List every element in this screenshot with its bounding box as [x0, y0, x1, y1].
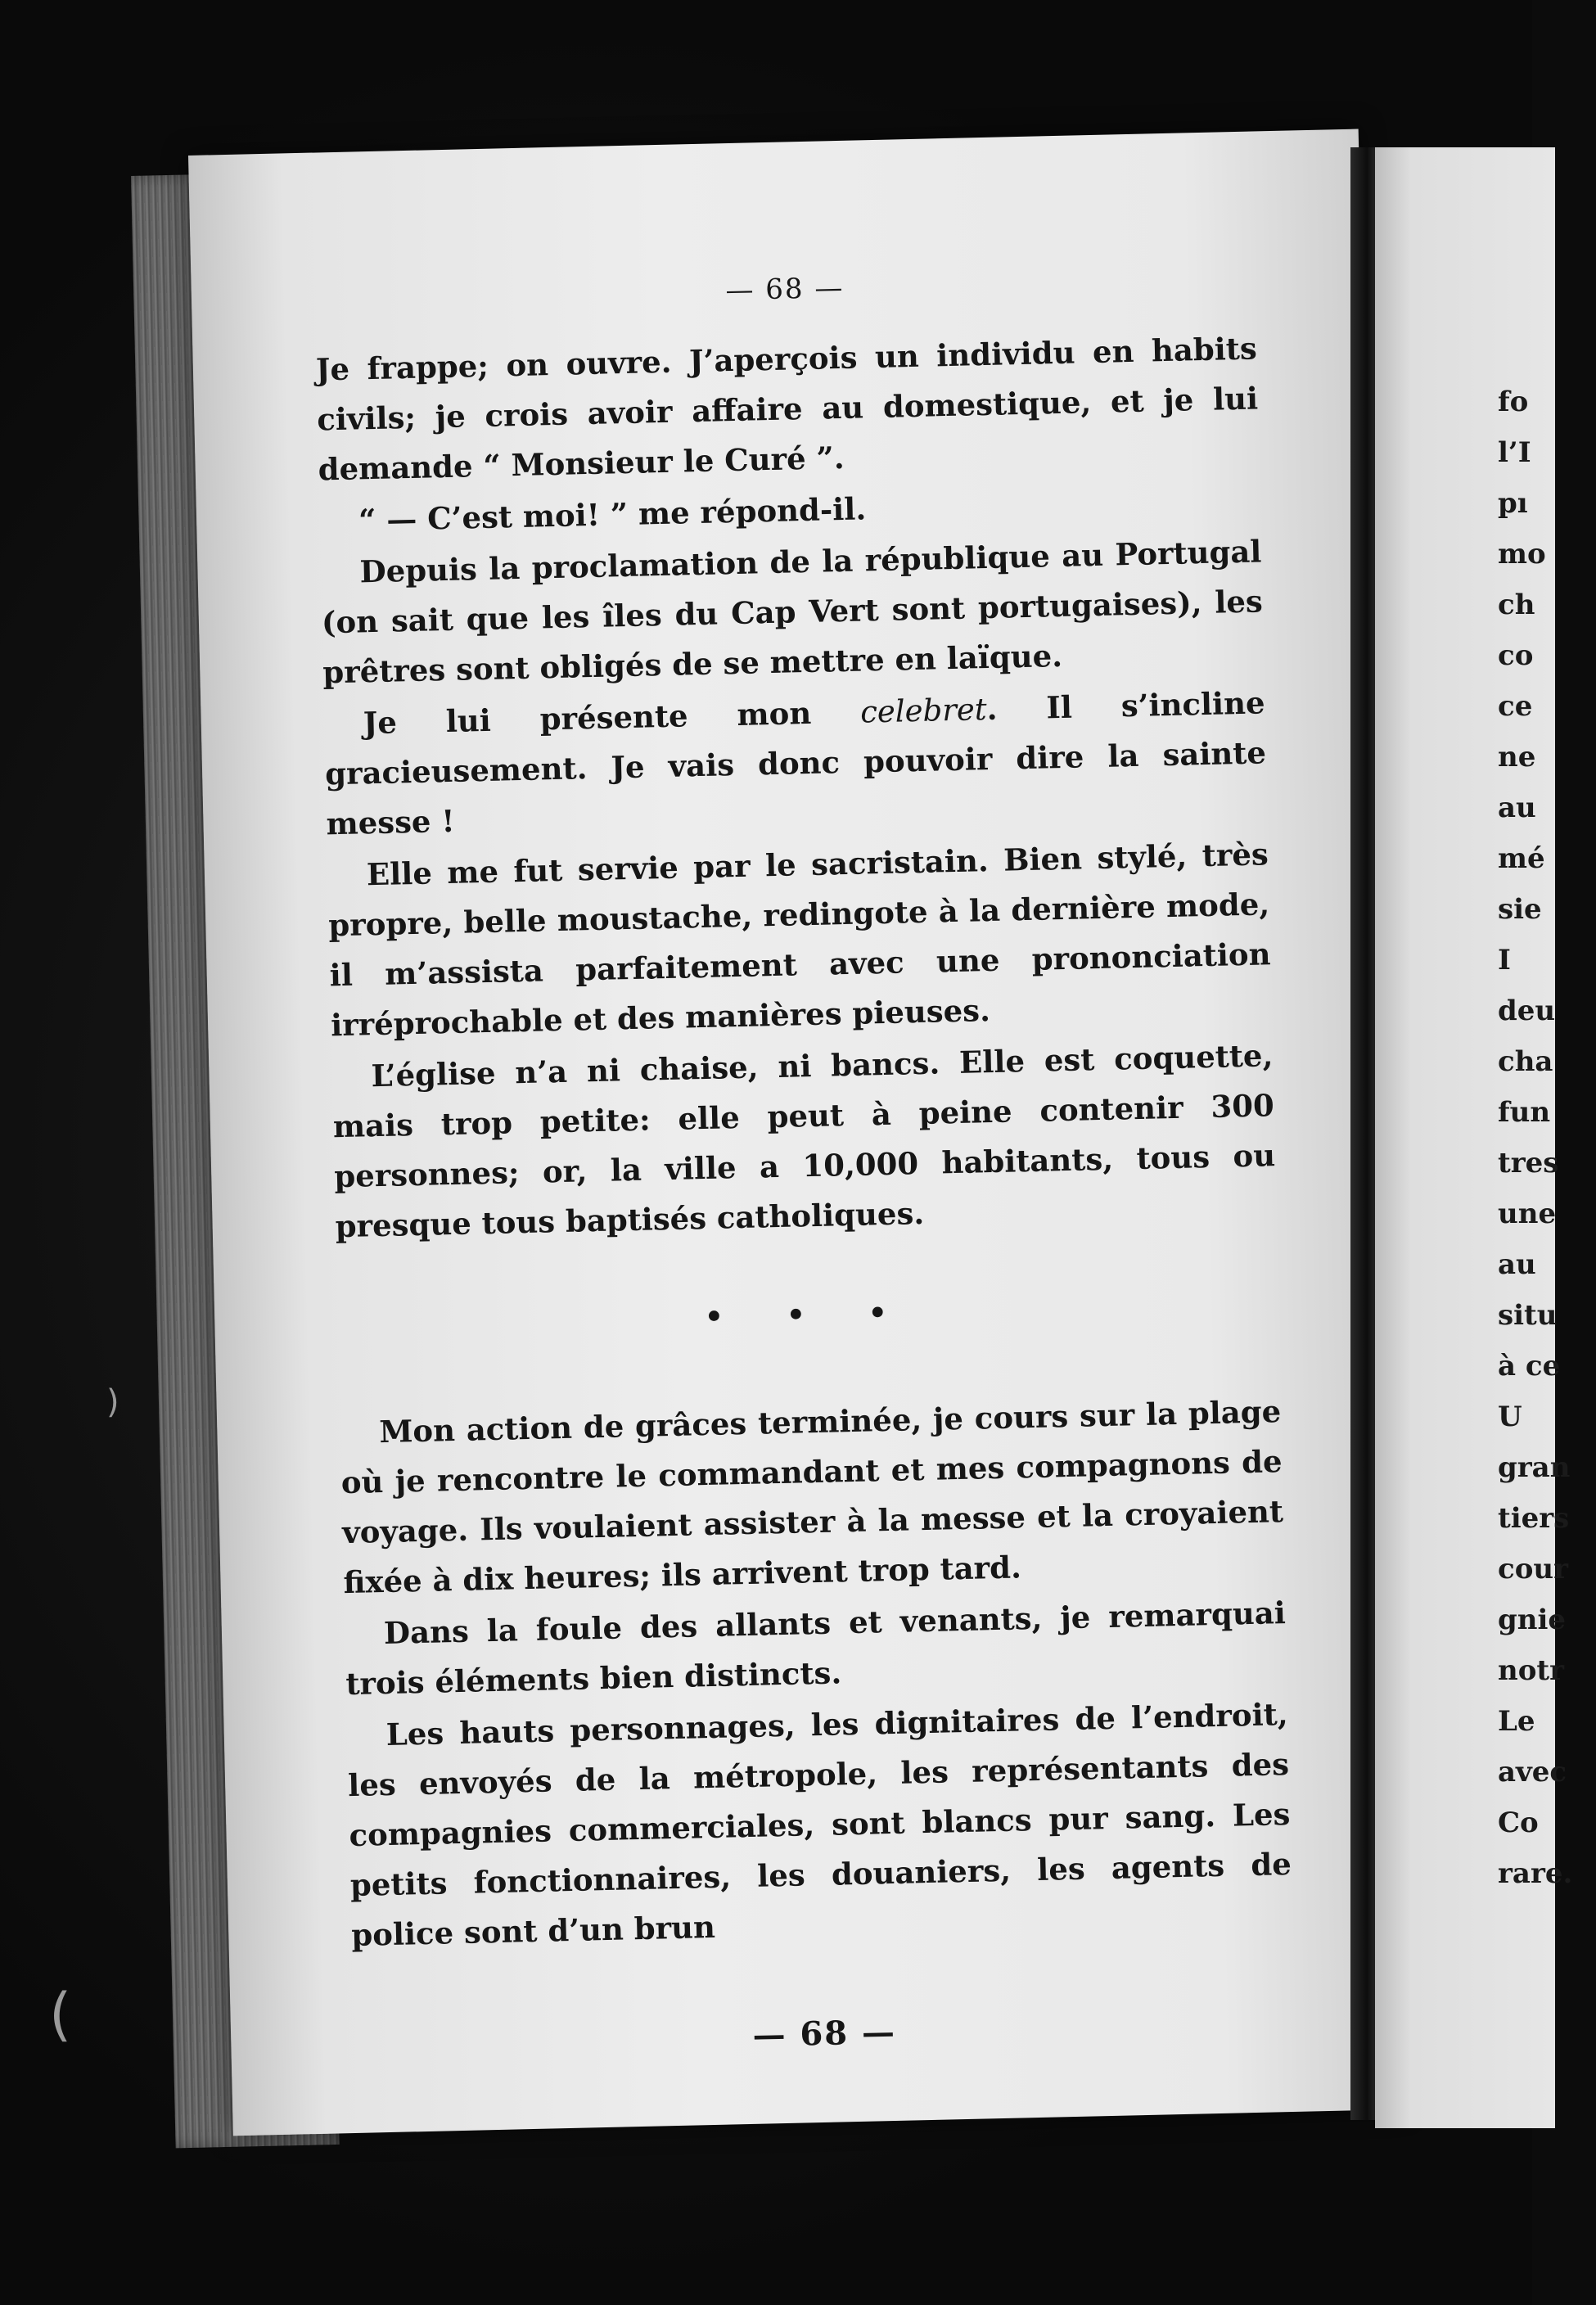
paragraph-celebret: [323, 678, 1268, 849]
paragraph-foule: Dans la foule des allants et venants, je remarquai trois éléments bien distincts.: [345, 1595, 1287, 1703]
paragraph-actions-graces: Mon action de grâces terminée, je cours sur la plage où je rencontre le commandant et mes compagnons de voyage. Ils voulaient assister à la messe et la croyaient fixée à dix heures; ils arrivent trop tard.: [340, 1393, 1284, 1601]
celebret-after: . Il s’incline gracieusement. Je vais donc pouvoir dire la sainte messe !: [324, 684, 1267, 842]
page-number-bottom: — 68 —: [751, 2012, 897, 2055]
right-page-fragment: pı: [1498, 487, 1528, 520]
right-page-fragment: gran: [1498, 1451, 1571, 1484]
right-page-fragment: avec: [1498, 1756, 1567, 1789]
section-separator: • • •: [702, 1292, 913, 1339]
paragraph-knock: Je frappe; on ouvre. J’aperçois un individu en habits civils; je crois avoir affaire au domestique, et je lui demande “ Monsieur le Curé ”.: [315, 330, 1259, 488]
right-page-fragment: mo: [1498, 538, 1546, 571]
right-page-fragment: rare.: [1498, 1857, 1573, 1890]
page-number-top: — 68 —: [725, 271, 845, 308]
right-page-fragment: une: [1498, 1198, 1557, 1230]
right-page-fragment: situ: [1498, 1299, 1558, 1332]
right-page-fragment: l’I: [1498, 436, 1531, 469]
right-page-fragment: cour: [1498, 1553, 1569, 1586]
right-page-fragment: fun: [1498, 1096, 1551, 1129]
scratch-mark: ): [106, 1383, 119, 1421]
scratch-mark: (: [49, 1981, 72, 2048]
right-page-fragment: fo: [1498, 386, 1529, 418]
paragraph-sacristain: Elle me fut servie par le sacristain. Bien stylé, très propre, belle moustache, redingote à la dernière mode, il m’assista parfaitement avec une prononciation irréprochable et des manières pieuses.: [327, 836, 1271, 1044]
right-page-fragment: Le: [1498, 1705, 1535, 1738]
right-page-fragment: co: [1498, 639, 1534, 672]
paragraph-republic: Depuis la proclamation de la république au Portugal (on sait que les îles du Cap Vert sont portugaises), les prêtres sont obligés de se mettre en laïque.: [321, 533, 1264, 691]
right-page-fragment: tiers: [1498, 1502, 1570, 1535]
left-page: [188, 129, 1404, 2136]
right-page-fragment: notr: [1498, 1654, 1565, 1687]
left-page-text: [313, 254, 1295, 2069]
right-page-fragment: I: [1498, 944, 1511, 977]
right-page: [1375, 147, 1573, 2128]
right-page-fragment: Co: [1498, 1807, 1539, 1839]
right-page-fragment: sie: [1498, 893, 1542, 926]
right-page-fragment: gnie: [1498, 1604, 1567, 1636]
right-page-fragment: deu: [1498, 995, 1556, 1027]
right-page-fragment: U: [1498, 1401, 1522, 1433]
celebret-word: celebret: [859, 692, 988, 730]
right-page-fragment: mé: [1498, 842, 1545, 875]
celebret-before: Je lui présente mon: [363, 693, 861, 742]
right-page-fragment: à ce: [1498, 1350, 1561, 1383]
right-page-fragment: au: [1498, 792, 1536, 824]
right-page-fragment: ne: [1498, 741, 1536, 774]
right-page-fragment: au: [1498, 1248, 1536, 1281]
paragraph-personnages: Les hauts personnages, les dignitaires de l’endroit, les envoyés de la métropole, les représentants des compagnies commerciales, sont blancs pur sang. Les petits fonctionnaires, les douaniers, les agents de police sont d’un brun: [347, 1696, 1292, 1954]
right-page-fragment: ch: [1498, 589, 1535, 621]
paragraph-eglise: L’église n’a ni chaise, ni bancs. Elle est coquette, mais trop petite: elle peut à peine contenir 300 personnes; or, la ville a 10,000 habitants, tous ou presque tous baptisés catholiques.: [332, 1037, 1276, 1245]
right-page-fragment: ce: [1498, 690, 1533, 723]
paragraph-reply: “ — C’est moi! ” me répond-il.: [358, 490, 867, 539]
right-page-fragments: [1498, 377, 1596, 1899]
right-page-fragment: cha: [1498, 1045, 1553, 1078]
right-page-fragment: tres: [1498, 1147, 1559, 1180]
